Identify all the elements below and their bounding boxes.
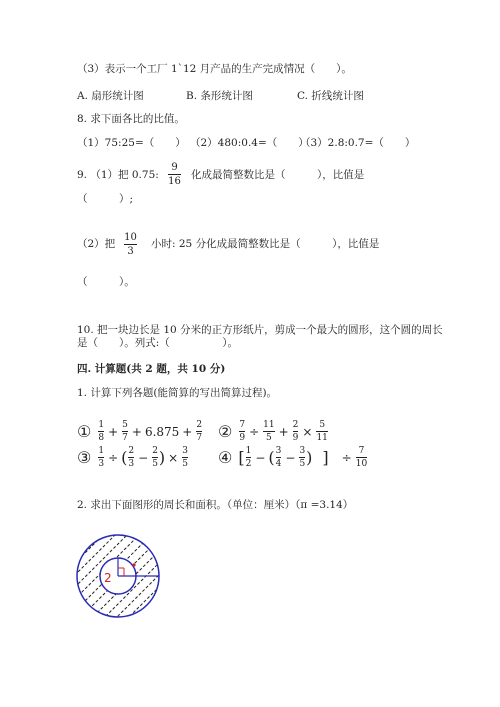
fraction: 5 11 <box>316 420 328 443</box>
marker-2: ② <box>218 422 233 441</box>
section4-q1-title: 1. 计算下列各题(能简算的写出简算过程)。 <box>77 387 278 399</box>
fraction: 5 7 <box>122 420 128 443</box>
fraction-denominator: 16 <box>168 176 181 187</box>
fraction: 1 2 <box>245 446 252 469</box>
fraction: 3 4 <box>275 446 282 469</box>
fraction-numerator: 9 <box>171 162 178 173</box>
annulus-figure <box>74 532 162 620</box>
fraction: 2 9 <box>292 420 299 443</box>
expression-2: ② 7 9 ÷ 11 5 + 2 9 × 5 11 <box>218 420 328 443</box>
marker-1: ① <box>77 422 92 441</box>
fraction: 1 3 <box>98 446 105 469</box>
fraction: 1 8 <box>98 420 105 443</box>
q9-fraction-9-16 <box>168 162 181 187</box>
decimal-value: 6.875 <box>144 424 180 439</box>
fraction: 7 10 <box>355 446 368 469</box>
q9-part1-prefix: 9. （1）把 0.75: <box>77 169 159 181</box>
q9-fraction-10-3 <box>124 232 137 257</box>
q8-item-2: （2）480:0.4=（ ） <box>190 137 309 149</box>
q9-part2-prefix: （2）把 <box>77 238 116 250</box>
q7-option-b: B. 条形统计图 <box>186 90 253 102</box>
q9-part1-suffix: 化成最简整数比是（ ），比值是 <box>191 169 365 181</box>
q9-part1-line2: （ ）; <box>77 193 134 205</box>
fraction-numerator: 10 <box>124 232 137 243</box>
q10-line1: 10. 把一块边长是 10 分米的正方形纸片，剪成一个最大的圆形，这个圆的周长 <box>77 324 443 336</box>
figure-label: 2 <box>104 571 112 585</box>
q8-item-1: （1）75:25=（ ） <box>77 137 186 149</box>
q9-part2-line2: （ ）。 <box>77 276 135 288</box>
marker-4: ④ <box>218 448 233 467</box>
q8-title: 8. 求下面各比的比值。 <box>77 113 185 125</box>
fraction-bar <box>124 244 137 245</box>
fraction: 3 5 <box>182 446 188 469</box>
q9-part2-suffix: 小时: 25 分化成最简整数比是（ ），比值是 <box>151 238 380 250</box>
fraction-bar <box>168 174 181 175</box>
center-dot <box>132 563 135 566</box>
q7-option-c: C. 折线统计图 <box>297 90 364 102</box>
fraction: 3 5 <box>299 446 306 469</box>
fraction: 11 5 <box>263 420 275 443</box>
q7-option-a: A. 扇形统计图 <box>77 90 144 102</box>
fraction: 2 7 <box>196 420 203 443</box>
marker-3: ③ <box>77 448 92 467</box>
fraction: 2 5 <box>152 446 158 469</box>
fraction: 7 9 <box>239 420 246 443</box>
fraction: 2 3 <box>128 446 135 469</box>
expression-1: ① 1 8 + 5 7 + 6.875 + 2 7 <box>77 420 203 443</box>
q8-item-3: （3）2.8:0.7=（ ） <box>300 137 416 149</box>
q10-line2: 是（ ）。列式:（ ）。 <box>77 337 239 349</box>
q7-stem: （3）表示一个工厂 1`12 月产品的生产完成情况（ ）。 <box>77 63 352 75</box>
expression-4: ④ [ 1 2 − ( 3 4 − 3 5 ) ] ÷ 7 10 <box>218 446 368 469</box>
section4-q2-title: 2. 求出下面图形的周长和面积。（单位：厘米）（π =3.14） <box>77 499 354 511</box>
fraction-denominator: 3 <box>127 246 134 257</box>
section4-title: 四. 计算题(共 2 题，共 10 分) <box>77 363 226 375</box>
expression-3: ③ 1 3 ÷ ( 2 3 − 2 5 ) × 3 5 <box>77 446 188 469</box>
